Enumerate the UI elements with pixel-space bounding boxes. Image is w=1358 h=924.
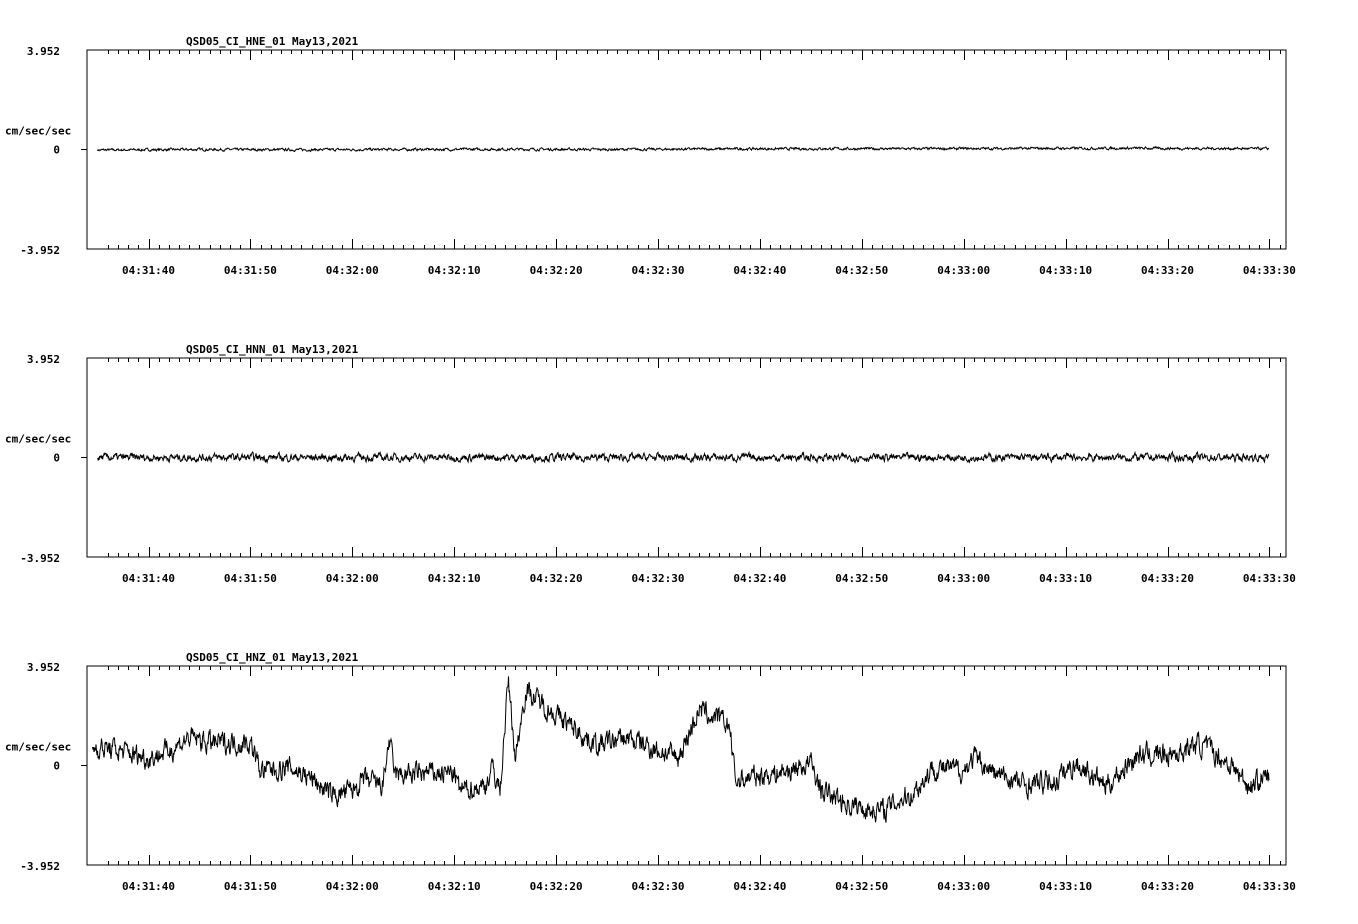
x-tick-label: 04:32:50 xyxy=(835,264,889,277)
x-tick-label: 04:33:30 xyxy=(1242,264,1296,277)
x-tick-label: 04:32:10 xyxy=(427,880,481,893)
panel-2 xyxy=(5,343,1296,585)
panel-3 xyxy=(5,651,1296,893)
x-tick-label: 04:32:50 xyxy=(835,880,889,893)
panel-title: QSD05_CI_HNN_01 May13,2021 xyxy=(186,343,359,356)
panel-1 xyxy=(5,35,1296,277)
x-tick-label: 04:33:20 xyxy=(1141,880,1194,893)
y-tick-label: 3.952 xyxy=(26,353,60,366)
x-tick-label: 04:32:40 xyxy=(733,880,787,893)
waveform-trace xyxy=(98,147,1269,152)
x-tick-label: 04:33:00 xyxy=(937,572,991,585)
x-tick-label: 04:33:30 xyxy=(1242,572,1296,585)
panel-title: QSD05_CI_HNE_01 May13,2021 xyxy=(186,35,359,48)
x-tick-label: 04:32:30 xyxy=(631,264,685,277)
waveform-trace xyxy=(98,452,1269,463)
x-tick-label: 04:31:40 xyxy=(122,572,175,585)
waveform-trace xyxy=(93,676,1270,822)
x-tick-label: 04:31:40 xyxy=(122,880,175,893)
x-tick-label: 04:33:00 xyxy=(937,880,991,893)
y-tick-label: 3.952 xyxy=(26,661,60,674)
y-tick-label: 3.952 xyxy=(26,45,60,58)
x-tick-label: 04:32:00 xyxy=(325,572,379,585)
y-tick-label: 0 xyxy=(53,759,60,773)
x-tick-label: 04:31:50 xyxy=(223,264,277,277)
x-tick-label: 04:32:20 xyxy=(529,572,583,585)
plot-frame xyxy=(87,666,1286,865)
x-tick-label: 04:32:40 xyxy=(733,264,787,277)
panel-title: QSD05_CI_HNZ_01 May13,2021 xyxy=(186,651,359,664)
x-tick-label: 04:33:10 xyxy=(1039,880,1093,893)
y-axis-label: cm/sec/sec xyxy=(5,740,72,754)
y-tick-label: -3.952 xyxy=(20,860,60,873)
x-tick-label: 04:32:40 xyxy=(733,572,787,585)
y-axis-label: cm/sec/sec xyxy=(5,432,72,446)
y-tick-label: -3.952 xyxy=(20,244,60,257)
x-tick-label: 04:32:30 xyxy=(631,572,685,585)
x-tick-label: 04:32:10 xyxy=(427,264,481,277)
x-tick-label: 04:33:20 xyxy=(1141,572,1194,585)
x-tick-label: 04:33:10 xyxy=(1039,264,1093,277)
y-tick-label: 0 xyxy=(53,143,60,157)
y-tick-label: 0 xyxy=(53,451,60,465)
x-tick-label: 04:32:20 xyxy=(529,264,583,277)
x-tick-label: 04:32:00 xyxy=(325,880,379,893)
x-tick-label: 04:32:20 xyxy=(529,880,583,893)
x-tick-label: 04:32:30 xyxy=(631,880,685,893)
x-tick-label: 04:33:20 xyxy=(1141,264,1194,277)
y-axis-label: cm/sec/sec xyxy=(5,124,72,138)
x-tick-label: 04:32:10 xyxy=(427,572,481,585)
x-tick-label: 04:31:50 xyxy=(223,880,277,893)
x-tick-label: 04:32:50 xyxy=(835,572,889,585)
x-tick-label: 04:32:00 xyxy=(325,264,379,277)
x-tick-label: 04:31:50 xyxy=(223,572,277,585)
y-tick-label: -3.952 xyxy=(20,552,60,565)
x-tick-label: 04:33:30 xyxy=(1242,880,1296,893)
x-tick-label: 04:33:00 xyxy=(937,264,991,277)
x-tick-label: 04:33:10 xyxy=(1039,572,1093,585)
x-tick-label: 04:31:40 xyxy=(122,264,175,277)
